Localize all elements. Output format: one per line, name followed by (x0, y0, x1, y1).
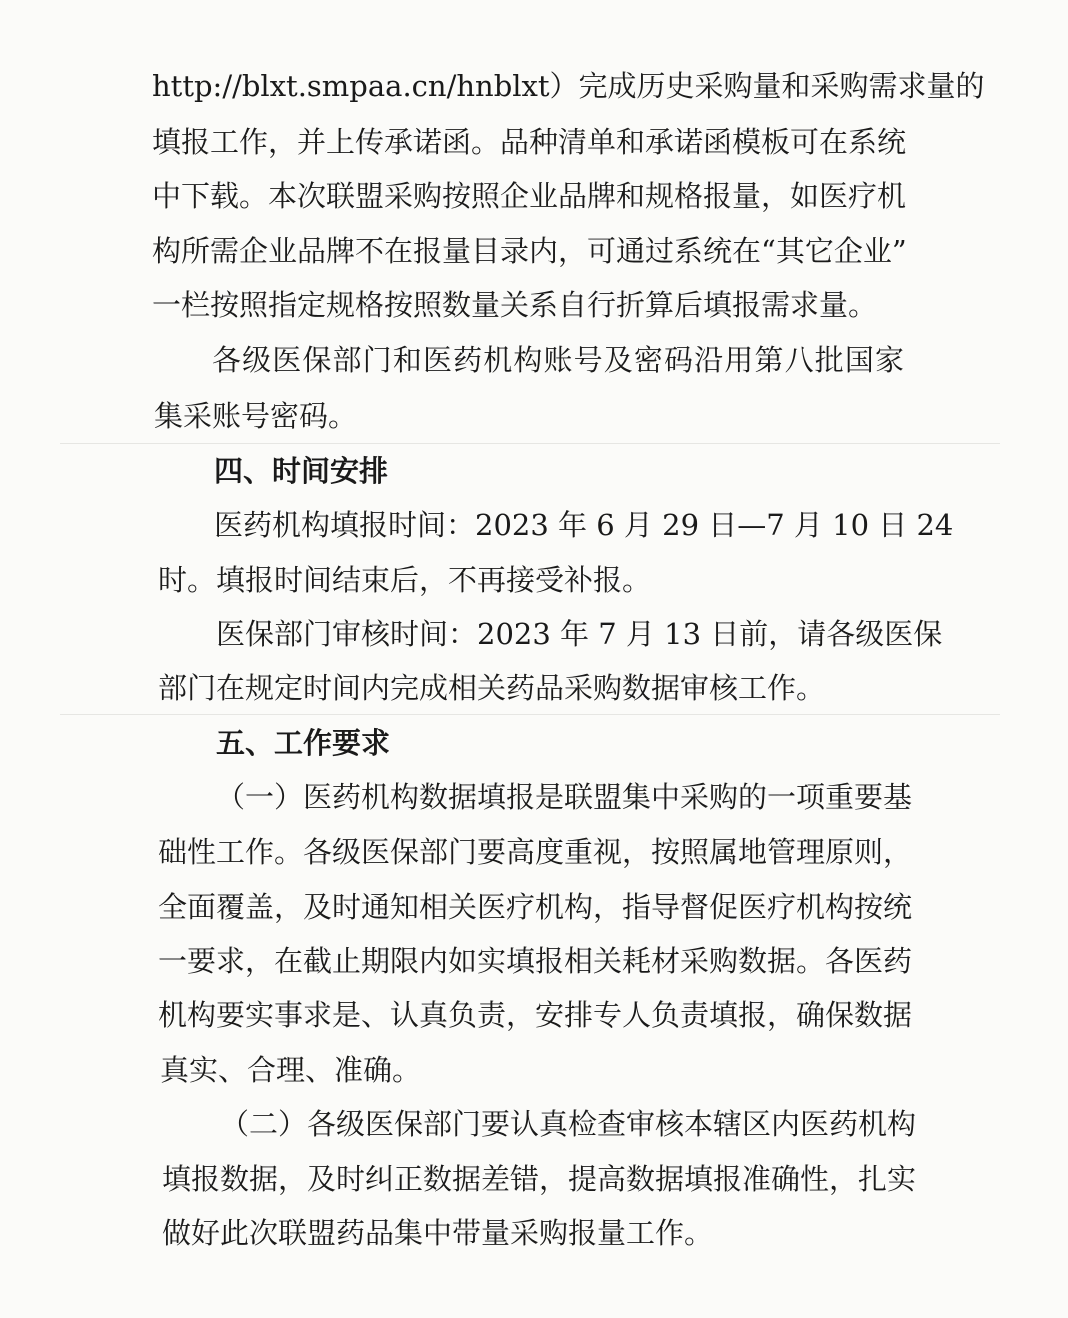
line-text: （一）医药机构数据填报是联盟集中采购的一项重要基 (216, 780, 913, 814)
line-text: 一栏按照指定规格按照数量关系自行折算后填报需求量。 (152, 288, 878, 322)
line-text: 中下载。本次联盟采购按照企业品牌和规格报量，如医疗机 (152, 179, 907, 213)
section-heading (0, 723, 1068, 763)
body-line (0, 832, 1068, 872)
body-line (0, 668, 1068, 708)
line-text: 医药机构填报时间：2023 年 6 月 29 日—7 月 10 日 24 (214, 508, 954, 542)
line-text: 机构要实事求是、认真负责，安排专人负责填报，确保数据 (158, 998, 913, 1032)
line-text: 医保部门审核时间：2023 年 7 月 13 日前，请各级医保 (216, 617, 943, 651)
body-line (0, 887, 1068, 927)
line-text: 真实、合理、准确。 (160, 1053, 422, 1087)
body-line (0, 1050, 1068, 1090)
line-text: 集采账号密码。 (154, 399, 358, 433)
body-line (0, 995, 1068, 1035)
body-line (0, 614, 1068, 654)
line-text: 做好此次联盟药品集中带量采购报量工作。 (162, 1216, 714, 1250)
section-heading-text: 四、时间安排 (214, 454, 389, 488)
line-text: 一要求，在截止期限内如实填报相关耗材采购数据。各医药 (158, 944, 913, 978)
body-line (0, 1213, 1068, 1253)
line-text: 部门在规定时间内完成相关药品采购数据审核工作。 (158, 671, 826, 705)
body-line (0, 176, 1068, 216)
body-line (0, 505, 1068, 545)
body-line (0, 941, 1068, 981)
section-heading (0, 451, 1068, 491)
body-line (0, 560, 1068, 600)
line-text: （二）各级医保部门要认真检查审核本辖区内医药机构 (220, 1107, 917, 1141)
line-text: 构所需企业品牌不在报量目录内，可通过系统在“其它企业” (152, 234, 907, 268)
scan-crease (60, 714, 1000, 715)
body-line (0, 1159, 1068, 1199)
line-text: 填报数据，及时纠正数据差错，提高数据填报准确性，扎实 (162, 1162, 917, 1196)
body-line (0, 1104, 1068, 1144)
line-text: 各级医保部门和医药机构账号及密码沿用第八批国家 (212, 343, 904, 377)
body-line (0, 66, 1068, 106)
line-text: 础性工作。各级医保部门要高度重视，按照属地管理原则， (158, 835, 913, 869)
body-line (0, 285, 1068, 325)
body-line (0, 340, 1068, 380)
section-heading-text: 五、工作要求 (216, 726, 391, 760)
scan-crease (60, 443, 1000, 444)
body-line (0, 231, 1068, 271)
body-line (0, 122, 1068, 162)
line-text: http://blxt.smpaa.cn/hnblxt）完成历史采购量和采购需求量的 (152, 69, 985, 103)
line-text: 填报工作，并上传承诺函。品种清单和承诺函模板可在系统 (152, 125, 907, 159)
body-line (0, 777, 1068, 817)
body-line (0, 396, 1068, 436)
line-text: 时。填报时间结束后，不再接受补报。 (158, 563, 652, 597)
line-text: 全面覆盖，及时通知相关医疗机构，指导督促医疗机构按统 (158, 890, 913, 924)
